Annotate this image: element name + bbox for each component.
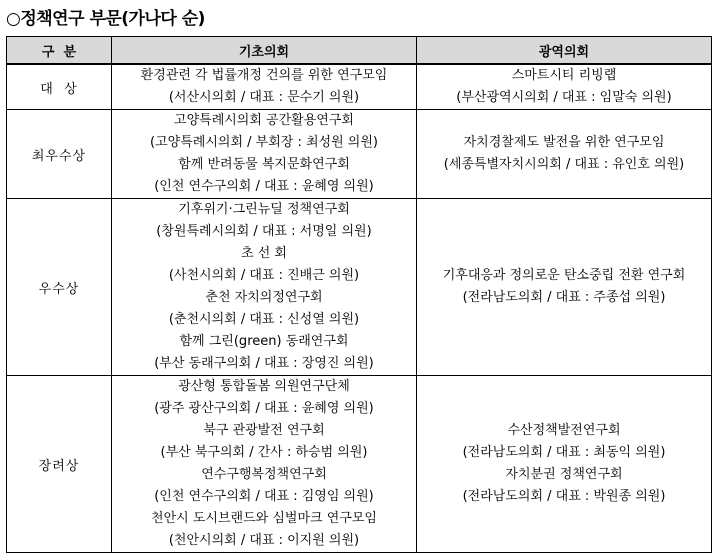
section-title: ○정책연구 부문(가나다 순) <box>6 9 205 29</box>
group-name: 초 선 회 <box>241 246 287 261</box>
group-affiliation: (인천 연수구의회 / 대표 : 김영임 의원) <box>154 489 374 504</box>
group-name: 춘천 자치의정연구회 <box>205 290 323 305</box>
table-header-row <box>7 37 712 65</box>
group-affiliation: (서산시의회 / 대표 : 문수기 의원) <box>168 90 360 105</box>
group-name: 스마트시티 리빙랩 <box>511 68 617 83</box>
group-name: 환경관련 각 법률개정 건의를 위한 연구모임 <box>140 68 388 83</box>
group-affiliation: (인천 연수구의회 / 대표 : 윤혜영 의원) <box>154 179 374 194</box>
group-name: 연수구행복정책연구회 <box>201 467 327 482</box>
group-affiliation: (고양특례시의회 / 부회장 : 최성원 의원) <box>150 135 378 150</box>
group-affiliation: (전라남도의회 / 대표 : 박원종 의원) <box>462 489 666 504</box>
group-name: 광산형 통합돌봄 의원연구단체 <box>178 379 350 394</box>
award-table <box>6 36 712 553</box>
basic-council-cell <box>112 376 417 553</box>
group-name: 함께 반려동물 복지문화연구회 <box>178 157 350 172</box>
group-name: 자치분권 정책연구회 <box>505 467 623 482</box>
header-metro-council: 광역의회 <box>417 37 712 65</box>
group-name: 기후위기·그린뉴딜 정책연구회 <box>178 202 350 217</box>
basic-council-cell <box>112 110 417 199</box>
header-category: 구 분 <box>7 37 112 65</box>
group-name: 자치경찰제도 발전을 위한 연구모임 <box>463 135 665 150</box>
group-name: 수산정책발전연구회 <box>507 423 621 438</box>
metro-council-cell <box>417 376 712 553</box>
group-name: 기후대응과 정의로운 탄소중립 전환 연구회 <box>442 268 686 283</box>
table-row <box>7 376 712 553</box>
table-row <box>7 199 712 376</box>
metro-council-cell <box>417 199 712 376</box>
group-affiliation: (춘천시의회 / 대표 : 신성열 의원) <box>168 312 360 327</box>
basic-council-cell <box>112 199 417 376</box>
table-row <box>7 64 712 110</box>
group-affiliation: (부산광역시의회 / 대표 : 임말숙 의원) <box>456 90 672 105</box>
group-name: 함께 그린(green) 동래연구회 <box>179 334 349 349</box>
group-name: 천안시 도시브랜드와 심벌마크 연구모임 <box>151 511 377 526</box>
header-basic-council: 기초의회 <box>112 37 417 65</box>
group-affiliation: (천안시의회 / 대표 : 이지원 의원) <box>168 533 360 548</box>
basic-council-cell <box>112 64 417 110</box>
group-name: 고양특례시의회 공간활용연구회 <box>174 113 354 128</box>
group-affiliation: (사천시의회 / 대표 : 진배근 의원) <box>168 268 360 283</box>
group-affiliation: (전라남도의회 / 대표 : 주종섭 의원) <box>462 290 666 305</box>
group-name: 북구 관광발전 연구회 <box>203 423 325 438</box>
group-affiliation: (부산 북구의회 / 간사 : 하승범 의원) <box>160 445 368 460</box>
group-affiliation: (창원특례시의회 / 대표 : 서명일 의원) <box>156 224 372 239</box>
metro-council-cell <box>417 110 712 199</box>
group-affiliation: (전라남도의회 / 대표 : 최동익 의원) <box>462 445 666 460</box>
table-row <box>7 110 712 199</box>
group-affiliation: (부산 동래구의회 / 대표 : 장영진 의원) <box>154 356 374 371</box>
award-rank: 장려상 <box>7 376 112 553</box>
award-rank: 최우수상 <box>7 110 112 199</box>
group-affiliation: (세종특별자치시의회 / 대표 : 유인호 의원) <box>443 157 685 172</box>
metro-council-cell <box>417 64 712 110</box>
award-rank: 대 상 <box>7 64 112 110</box>
award-rank: 우수상 <box>7 199 112 376</box>
group-affiliation: (광주 광산구의회 / 대표 : 윤혜영 의원) <box>154 401 374 416</box>
